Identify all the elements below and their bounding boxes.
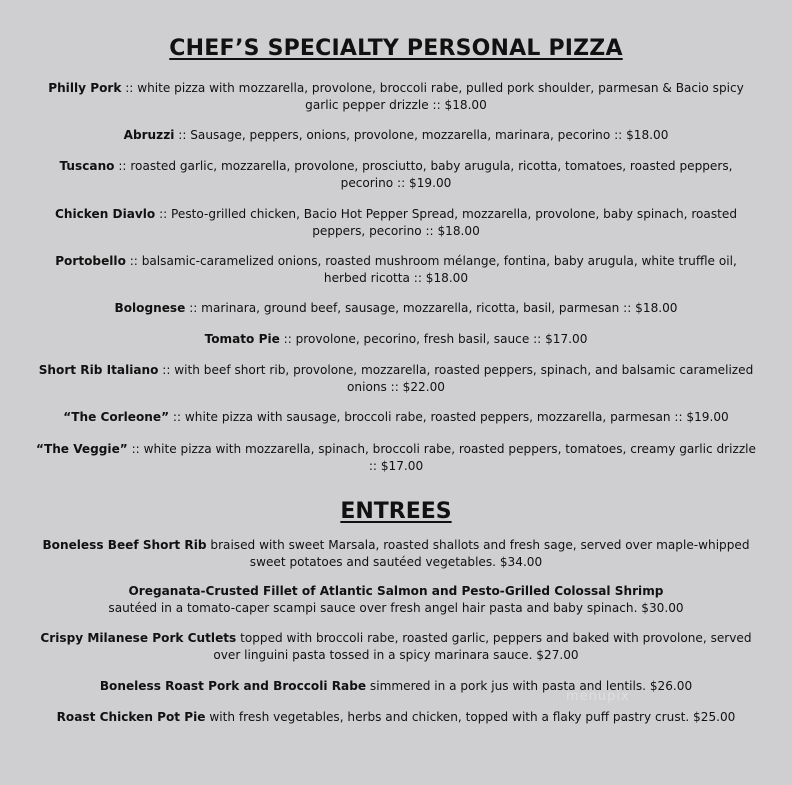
item-name: Short Rib Italiano	[38, 363, 159, 377]
item-name: Philly Pork	[48, 81, 122, 95]
menu-item-milanese-pork-cutlets	[34, 630, 758, 663]
item-description: :: balsamic-caramelized onions, roasted mushroom mélange, fontina, baby arugula, white truffle oil, herbed ricotta :: $18.00	[125, 254, 737, 285]
item-description: sautéed in a tomato-caper scampi sauce over fresh angel hair pasta and baby spinach. $30.00	[108, 600, 684, 615]
item-name: Bolognese	[114, 301, 186, 315]
item-description: :: with beef short rib, provolone, mozzarella, roasted peppers, spinach, and balsamic caramelized onions :: $22.00	[158, 363, 754, 394]
menu-item-portobello	[34, 253, 758, 286]
item-name: Tomato Pie	[204, 332, 280, 346]
watermark: menupix	[566, 689, 630, 704]
pizza-section-title: CHEF’S SPECIALTY PERSONAL PIZZA	[169, 36, 623, 61]
item-name: Tuscano	[59, 159, 115, 173]
item-name: “The Corleone”	[63, 410, 170, 424]
item-description: :: white pizza with mozzarella, spinach, broccoli rabe, roasted peppers, tomatoes, creamy garlic drizzle :: $17.00	[127, 442, 756, 473]
item-name: Chicken Diavlo	[54, 207, 156, 221]
item-description: simmered in a pork jus with pasta and lentils. $26.00	[366, 679, 693, 693]
menu-item-the-veggie	[34, 441, 758, 474]
menu-item-tuscano	[34, 158, 758, 191]
item-description: with fresh vegetables, herbs and chicken, topped with a flaky puff pastry crust. $25.00	[205, 710, 736, 724]
item-description: :: marinara, ground beef, sausage, mozzarella, ricotta, basil, parmesan :: $18.00	[185, 301, 678, 315]
item-name: Abruzzi	[123, 128, 175, 142]
item-name: “The Veggie”	[36, 442, 128, 456]
item-description: :: provolone, pecorino, fresh basil, sauce :: $17.00	[279, 332, 588, 346]
entrees-section-title: ENTREES	[340, 499, 452, 524]
menu-item-abruzzi	[34, 127, 758, 144]
item-description: topped with broccoli rabe, roasted garlic, peppers and baked with provolone, served over linguini pasta tossed in a spicy marinara sauce. $27.00	[213, 631, 752, 662]
menu-item-salmon-and-shrimp	[34, 583, 758, 616]
menu-item-philly-pork	[34, 80, 758, 113]
menu-item-tomato-pie	[34, 331, 758, 348]
item-name: Boneless Beef Short Rib	[42, 538, 207, 552]
item-name: Crispy Milanese Pork Cutlets	[40, 631, 237, 645]
menu-item-chicken-diavlo	[34, 206, 758, 239]
item-name: Portobello	[55, 254, 126, 268]
item-description: :: Sausage, peppers, onions, provolone, mozzarella, marinara, pecorino :: $18.00	[174, 128, 669, 142]
menu-item-bolognese	[34, 300, 758, 317]
item-name: Boneless Roast Pork and Broccoli Rabe	[99, 679, 367, 693]
item-description: :: white pizza with mozzarella, provolone, broccoli rabe, pulled pork shoulder, parmesan & Bacio spicy garlic pepper drizzle :: $18.00	[121, 81, 744, 112]
item-description: :: Pesto-grilled chicken, Bacio Hot Pepper Spread, mozzarella, provolone, baby spinach, roasted peppers, pecorino :: $18.00	[155, 207, 737, 238]
menu-item-chicken-pot-pie	[34, 709, 758, 726]
item-description: :: roasted garlic, mozzarella, provolone, prosciutto, baby arugula, ricotta, tomatoes, roasted peppers, pecorino :: $19.00	[114, 159, 733, 190]
menu-item-boneless-beef-short-rib	[34, 537, 758, 570]
menu-item-roast-pork-broccoli-rabe	[34, 678, 758, 695]
item-name: Roast Chicken Pot Pie	[56, 710, 206, 724]
item-description: :: white pizza with sausage, broccoli rabe, roasted peppers, mozzarella, parmesan :: $19.00	[169, 410, 729, 424]
item-description: braised with sweet Marsala, roasted shallots and fresh sage, served over maple-whipped sweet potatoes and sautéed vegetables. $34.00	[206, 538, 750, 569]
item-name: Oreganata-Crusted Fillet of Atlantic Salmon and Pesto-Grilled Colossal Shrimp	[128, 584, 664, 598]
menu-item-short-rib-italiano	[34, 362, 758, 395]
menu-item-the-corleone	[34, 409, 758, 426]
